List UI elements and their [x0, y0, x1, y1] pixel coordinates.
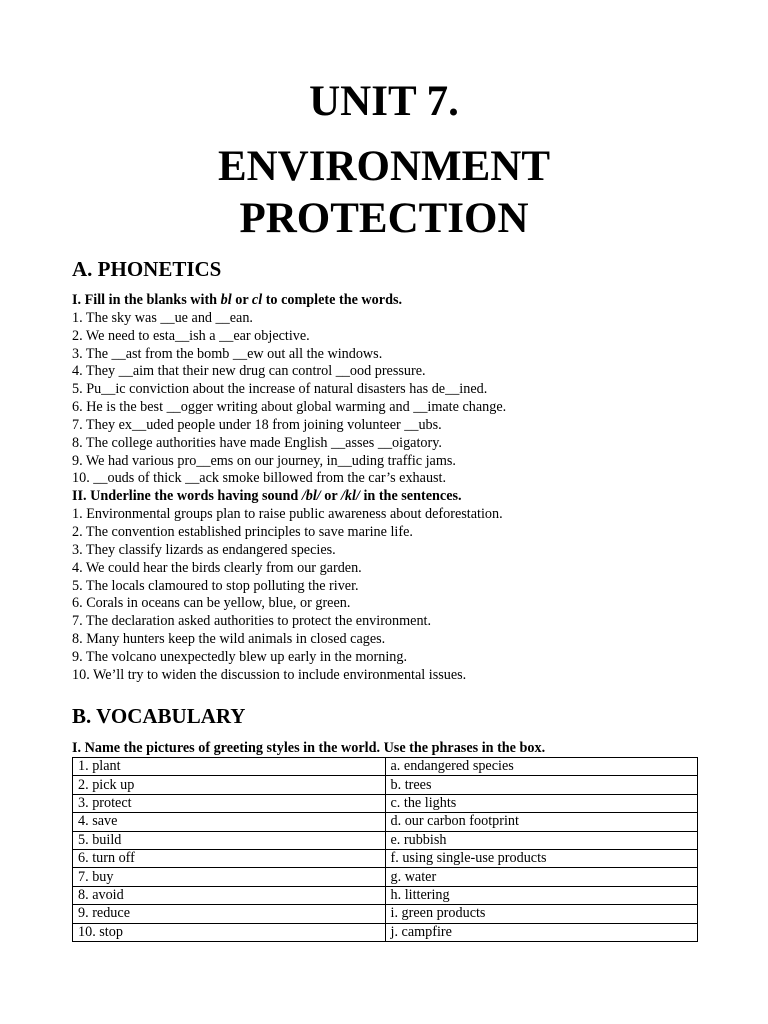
exercise-1-item: 2. We need to esta__ish a __ear objective. [72, 327, 310, 344]
instruction-text: II. Underline the words having sound [72, 488, 302, 505]
matching-table [72, 757, 698, 942]
verb-cell: 2. pick up [73, 776, 386, 794]
phrase-cell: d. our carbon footprint [385, 813, 698, 831]
verb-cell: 5. build [73, 831, 386, 849]
option-bl: bl [220, 292, 232, 308]
instruction-text: I. Fill in the blanks with [72, 292, 221, 308]
table-row [73, 849, 698, 867]
instruction-text: or [231, 292, 252, 308]
exercise-2-item: 6. Corals in oceans can be yellow, blue, or green. [72, 595, 351, 612]
table-row [73, 776, 698, 794]
topic-title-line-1: ENVIRONMENT [217, 143, 551, 190]
exercise-1-item: 3. The __ast from the bomb __ew out all the windows. [72, 345, 383, 362]
table-row [73, 758, 698, 776]
table-row [73, 868, 698, 886]
exercise-1-item: 8. The college authorities have made English __asses __oigatory. [72, 434, 442, 451]
verb-cell: 7. buy [73, 868, 386, 886]
phrase-cell: g. water [385, 868, 698, 886]
topic-title-line-2: PROTECTION [239, 195, 529, 242]
exercise-2-item: 4. We could hear the birds clearly from our garden. [72, 559, 362, 576]
exercise-1-item: 6. He is the best __ogger writing about global warming and __imate change. [72, 399, 507, 416]
exercise-1-item: 5. Pu__ic conviction about the increase of natural disasters has de__ined. [72, 381, 488, 398]
verb-cell: 1. plant [73, 758, 386, 776]
option-cl: cl [251, 292, 263, 308]
section-heading-vocabulary: B. VOCABULARY [72, 704, 246, 728]
verb-cell: 8. avoid [73, 886, 386, 904]
exercise-1-item: 7. They ex__uded people under 18 from joining volunteer __ubs. [72, 416, 442, 433]
phrase-cell: h. littering [385, 886, 698, 904]
table-row [73, 886, 698, 904]
verb-cell: 3. protect [73, 794, 386, 812]
table-row [73, 923, 698, 941]
vocab-exercise-1-instruction: I. Name the pictures of greeting styles in the world. Use the phrases in the box. [72, 740, 546, 756]
exercise-2-item: 5. The locals clamoured to stop polluting the river. [72, 577, 359, 594]
table-row [73, 813, 698, 831]
table-row [73, 905, 698, 923]
instruction-text: or [320, 488, 341, 505]
exercise-1-item: 10. __ouds of thick __ack smoke billowed from the car’s exhaust. [72, 470, 447, 487]
exercise-2-item: 1. Environmental groups plan to raise public awareness about deforestation. [72, 506, 503, 523]
exercise-2-item: 3. They classify lizards as endangered species. [72, 541, 336, 558]
instruction-text: to complete the words. [262, 292, 403, 308]
exercise-1-item: 9. We had various pro__ems on our journey, in__uding traffic jams. [72, 452, 456, 469]
verb-cell: 10. stop [73, 923, 386, 941]
table-row [73, 794, 698, 812]
phrase-cell: b. trees [385, 776, 698, 794]
verb-cell: 4. save [73, 813, 386, 831]
phrase-cell: a. endangered species [385, 758, 698, 776]
verb-cell: 9. reduce [73, 905, 386, 923]
exercise-1-item: 4. They __aim that their new drug can control __ood pressure. [72, 363, 426, 380]
unit-title: UNIT 7. [309, 78, 459, 125]
sound-bl: /bl/ [301, 488, 321, 505]
phrase-cell: i. green products [385, 905, 698, 923]
verb-cell: 6. turn off [73, 849, 386, 867]
exercise-1-instruction [72, 292, 712, 310]
exercise-2-item: 8. Many hunters keep the wild animals in closed cages. [72, 631, 386, 648]
exercise-2-item: 10. We’ll try to widen the discussion to include environmental issues. [72, 666, 467, 683]
instruction-text: in the sentences. [359, 488, 462, 505]
sound-kl: /kl/ [340, 488, 360, 505]
phonetics-exercises [72, 292, 712, 685]
exercise-2-item: 7. The declaration asked authorities to protect the environment. [72, 613, 432, 630]
phrase-cell: e. rubbish [385, 831, 698, 849]
section-heading-phonetics: A. PHONETICS [72, 257, 222, 281]
vocabulary-exercise [72, 740, 712, 758]
exercise-1-item: 1. The sky was __ue and __ean. [72, 309, 253, 326]
phrase-cell: j. campfire [385, 923, 698, 941]
exercise-2-item: 2. The convention established principles to save marine life. [72, 523, 413, 540]
exercise-2-item: 9. The volcano unexpectedly blew up early in the morning. [72, 648, 408, 665]
table-row [73, 831, 698, 849]
phrase-cell: c. the lights [385, 794, 698, 812]
exercise-2-instruction [72, 488, 712, 506]
phrase-cell: f. using single-use products [385, 849, 698, 867]
